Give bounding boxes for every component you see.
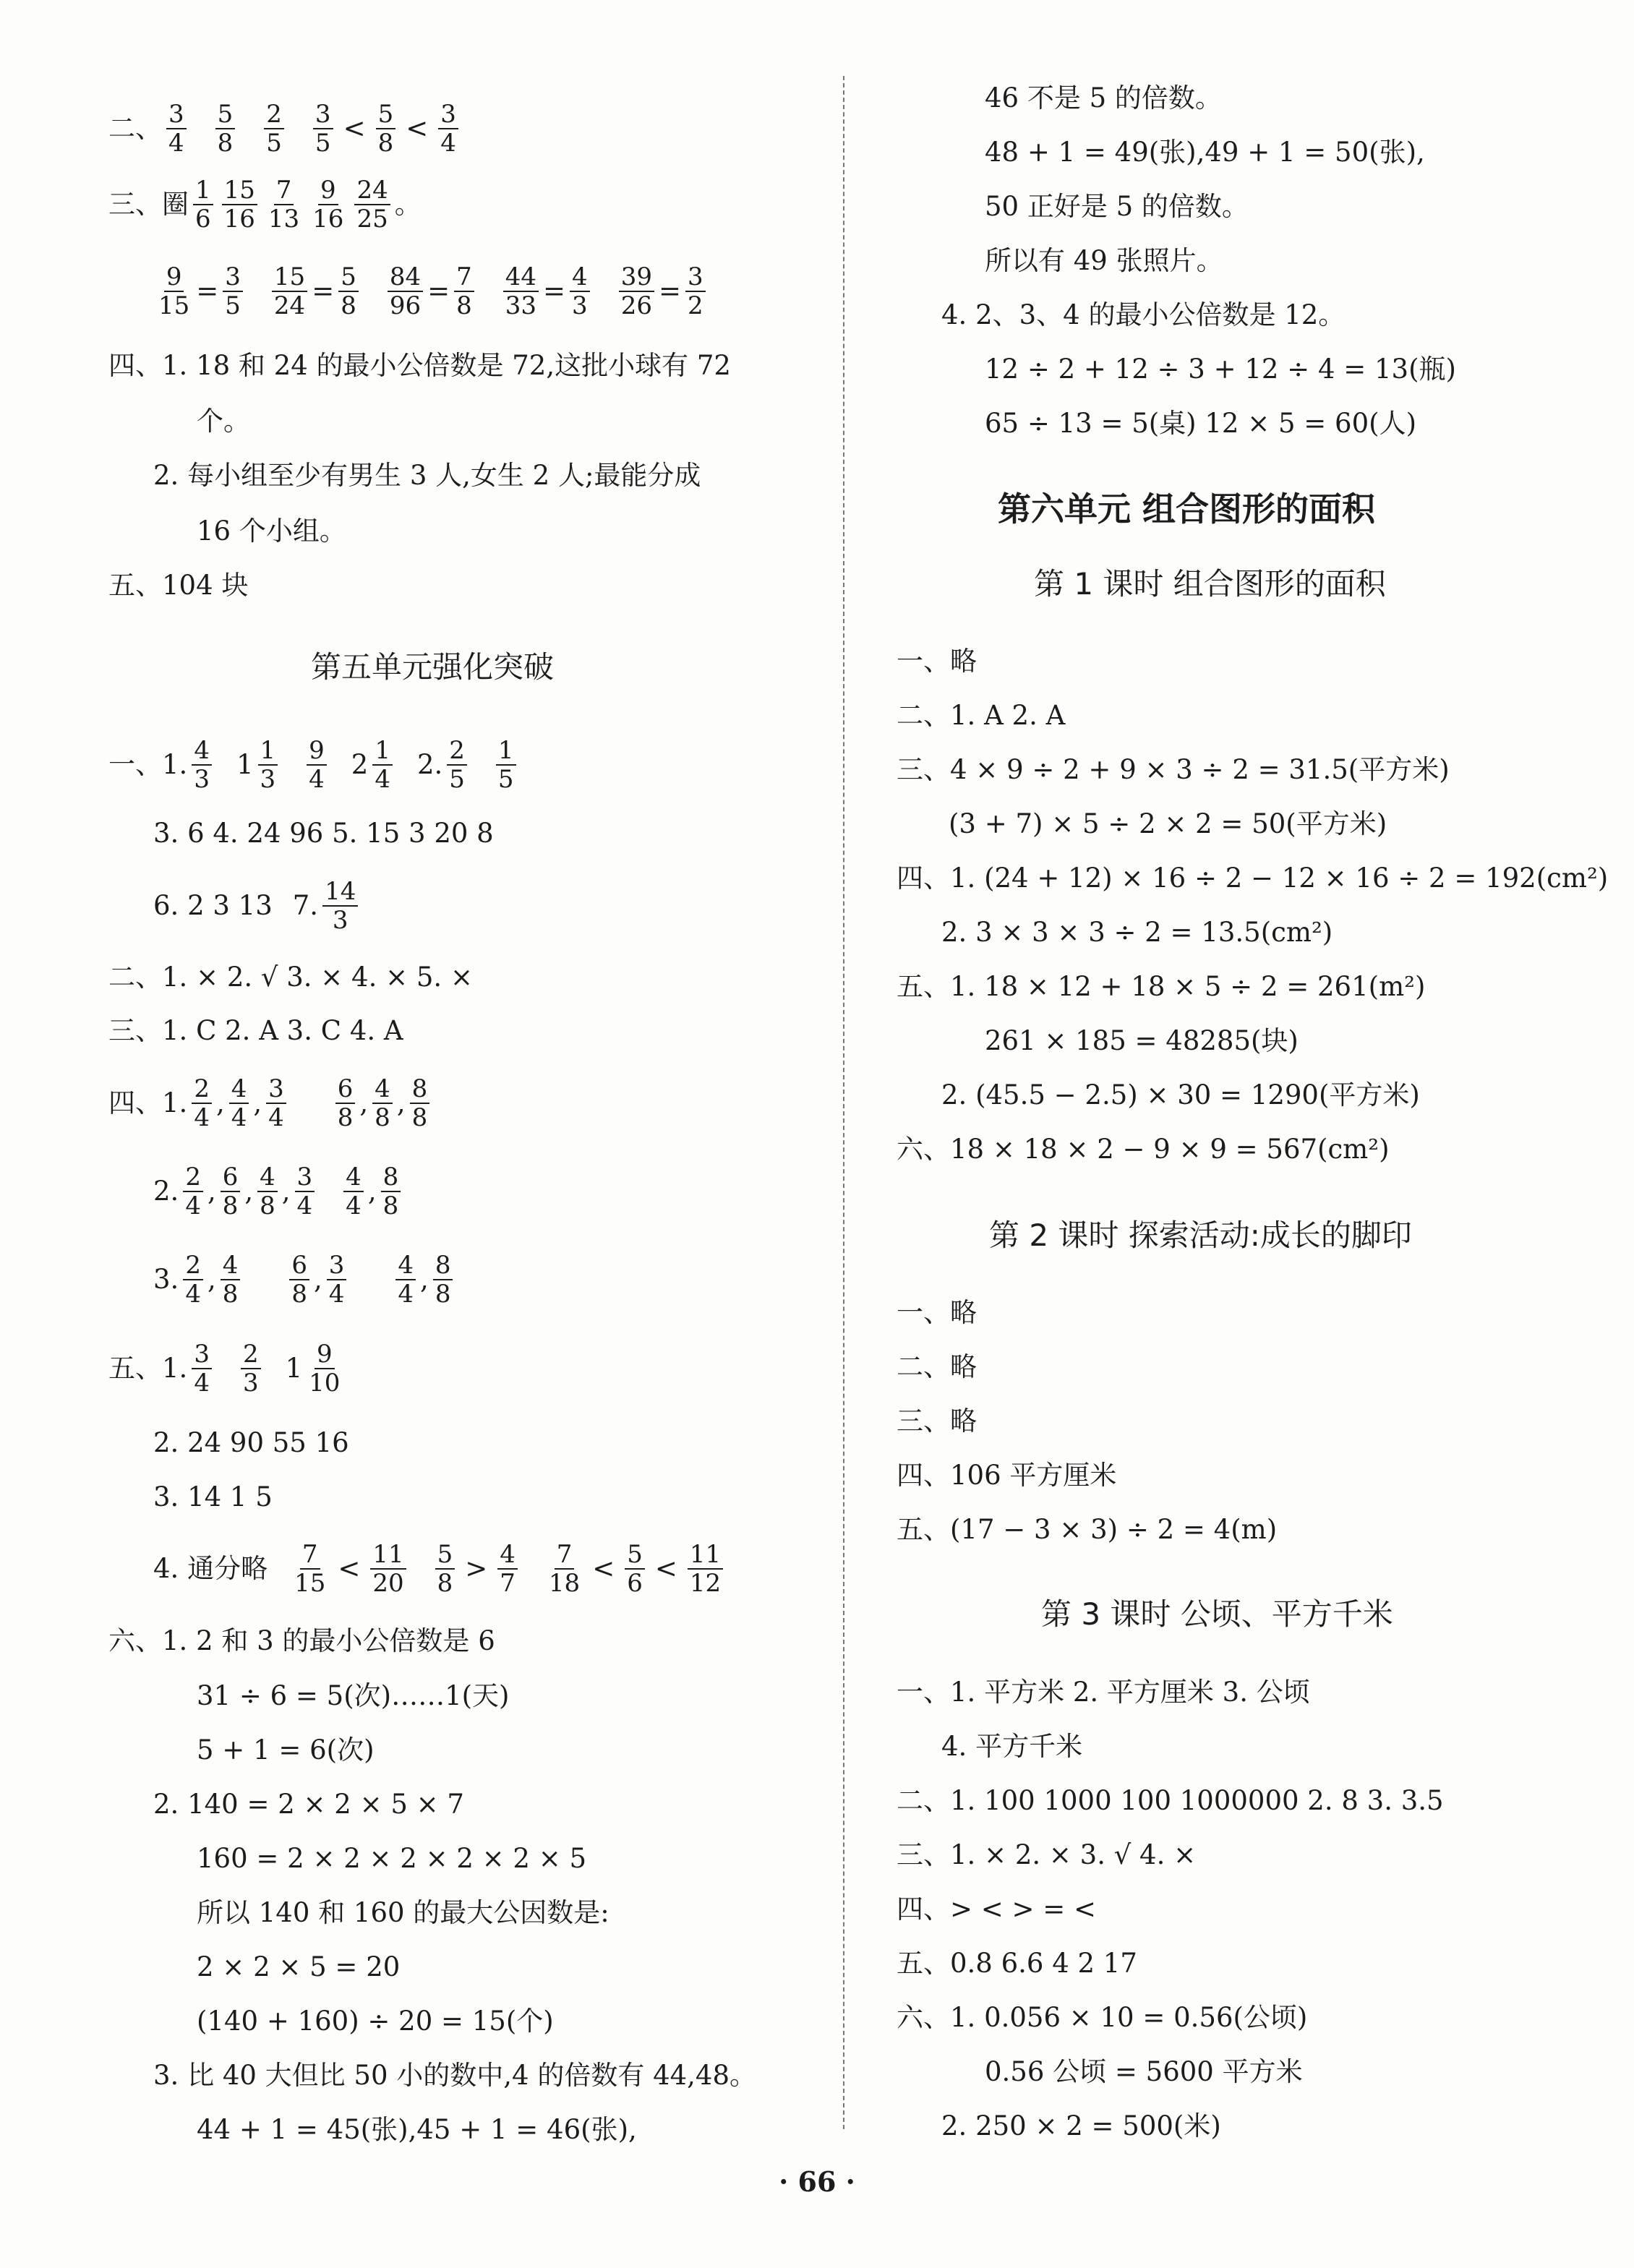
s5-yi-6: 6. 2 3 13 7. $\frac{14}{3}$ [153, 871, 362, 941]
s5-liu-line: 六、1. 2 和 3 的最小公倍数是 6 [108, 1625, 495, 1656]
answer-san-equations: $\frac{9}{15}$ = $\frac{3}{5}$ $\frac{15}{24}$ = $\frac{5}{8}$ $\frac{84}{96}$ = $\frac{7}{8}$ $\frac{44}{33}$ = $\frac{4}{3}$ $\frac{39}{26}$ = $\frac{3}{2}$ [152, 257, 710, 326]
s5-wu-3: 3. 14 1 5 [153, 1481, 273, 1512]
s5-liu-line: (140 + 160) ÷ 20 = 15(个) [197, 2006, 554, 2037]
fraction: $\frac{3}{4}$ [438, 100, 458, 157]
s5-si-2: 2. $\frac{2}{4}$ , $\frac{6}{8}$ , $\frac{4}{8}$ , $\frac{3}{4}$ $\frac{4}{4}$ , $\frac{8}{8}$ [153, 1157, 405, 1226]
s5-liu-line: 2. 140 = 2 × 2 × 5 × 7 [153, 1789, 464, 1820]
answer-si-1: 四、1. 18 和 24 的最小公倍数是 72,这批小球有 72 [108, 350, 731, 381]
s5-yi-3: 3. 6 4. 24 96 5. 15 3 20 8 [153, 818, 494, 849]
fraction: $\frac{3}{5}$ [313, 100, 333, 157]
l1-line: 五、1. 18 × 12 + 18 × 5 ÷ 2 = 261(m²) [897, 971, 1426, 1002]
l1-line: 2. 3 × 3 × 3 ÷ 2 = 13.5(cm²) [941, 917, 1333, 948]
l1-line: 2. (45.5 − 2.5) × 30 = 1290(平方米) [941, 1079, 1420, 1111]
s5-si-3: 3. $\frac{2}{4}$ , $\frac{4}{8}$ $\frac{6}{8}$ , $\frac{3}{4}$ $\frac{4}{4}$ , $\frac{8}{8}$ [153, 1245, 457, 1314]
l2-line: 三、略 [897, 1405, 977, 1437]
s5-si-1: 四、1. $\frac{2}{4}$ , $\frac{4}{4}$ , $\frac{3}{4}$ $\frac{6}{8}$ , $\frac{4}{8}$ , $\frac{8}{8}$ [108, 1069, 434, 1138]
fraction: $\frac{5}{8}$ [376, 100, 396, 157]
section-heading: 第五单元强化突破 [311, 649, 555, 685]
l3-line: 六、1. 0.056 × 10 = 0.56(公顷) [897, 2002, 1308, 2033]
l1-line: (3 + 7) × 5 ÷ 2 × 2 = 50(平方米) [949, 808, 1387, 839]
answer-line: 48 + 1 = 49(张),49 + 1 = 50(张), [985, 137, 1425, 168]
unit-title: 第六单元 组合图形的面积 [998, 489, 1376, 529]
s5-liu-line: 160 = 2 × 2 × 2 × 2 × 2 × 5 [197, 1843, 587, 1874]
l3-line: 三、1. × 2. × 3. √ 4. × [897, 1839, 1197, 1870]
s5-liu-line: 所以 140 和 160 的最大公因数是: [197, 1897, 609, 1928]
lesson-1-title: 第 1 课时 组合图形的面积 [1034, 566, 1386, 602]
answer-er: 二、 $\frac{3}{4}$ $\frac{5}{8}$ $\frac{2}{5}$ $\frac{3}{5}$ < $\frac{5}{8}$ < $\frac{3}{4}$ [108, 94, 463, 163]
fraction: $\frac{1}{6}$ [193, 176, 213, 233]
answer-si-2-cont: 16 个小组。 [197, 515, 346, 547]
fraction: $\frac{5}{8}$ [215, 100, 236, 157]
fraction: $\frac{24}{25}$ [354, 176, 390, 233]
s5-liu-line: 44 + 1 = 45(张),45 + 1 = 46(张), [197, 2114, 637, 2145]
answer-line: 50 正好是 5 的倍数。 [985, 191, 1249, 222]
fraction: $\frac{7}{13}$ [268, 176, 300, 234]
right-column [897, 0, 1620, 2268]
answer-wu: 五、104 块 [108, 570, 249, 601]
l3-line: 五、0.8 6.6 4 2 17 [897, 1948, 1137, 1979]
s5-san: 三、1. C 2. A 3. C 4. A [108, 1015, 403, 1046]
s5-liu-line: 5 + 1 = 6(次) [197, 1734, 375, 1766]
s5-er: 二、1. × 2. √ 3. × 4. × 5. × [108, 962, 473, 993]
fraction: $\frac{3}{4}$ [166, 100, 187, 157]
answer-san: 三、圈 $\frac{1}{6}$ $\frac{15}{16}$ $\frac{7}{13}$ $\frac{9}{16}$ $\frac{24}{25}$ 。 [108, 176, 422, 234]
l1-line: 261 × 185 = 48285(块) [985, 1025, 1299, 1056]
s5-liu-line: 2 × 2 × 5 = 20 [197, 1951, 401, 1982]
left-column [108, 0, 831, 2268]
l2-line: 五、(17 − 3 × 3) ÷ 2 = 4(m) [897, 1514, 1278, 1545]
l1-line: 三、4 × 9 ÷ 2 + 9 × 3 ÷ 2 = 31.5(平方米) [897, 754, 1450, 785]
s5-liu-line: 3. 比 40 大但比 50 小的数中,4 的倍数有 44,48。 [153, 2060, 757, 2091]
answer-si-1-cont: 个。 [197, 406, 250, 437]
l1-line: 四、1. (24 + 12) × 16 ÷ 2 − 12 × 16 ÷ 2 = 192(cm²) [897, 863, 1609, 894]
answer-line: 4. 2、3、4 的最小公倍数是 12。 [941, 299, 1346, 330]
s5-wu-1: 五、1. $\frac{3}{4}$ $\frac{2}{3}$ 1 $\frac{9}{10}$ [108, 1340, 341, 1398]
l3-line: 2. 250 × 2 = 500(米) [941, 2110, 1221, 2141]
l3-line: 四、> < > = < [897, 1893, 1097, 1925]
fraction: $\frac{15}{16}$ [222, 176, 257, 233]
l3-line: 二、1. 100 1000 100 1000000 2. 8 3. 3.5 [897, 1785, 1444, 1816]
l3-line: 0.56 公顷 = 5600 平方米 [985, 2056, 1303, 2087]
l3-line: 4. 平方千米 [941, 1731, 1083, 1762]
l1-line: 六、18 × 18 × 2 − 9 × 9 = 567(cm²) [897, 1134, 1390, 1165]
answer-line: 65 ÷ 13 = 5(桌) 12 × 5 = 60(人) [985, 408, 1417, 439]
page-number: · 66 · [779, 2165, 855, 2198]
fraction: $\frac{9}{16}$ [312, 176, 344, 234]
s5-yi-1: 一、1. $\frac{4}{3}$ 1 $\frac{1}{3}$ $\frac{9}{4}$ 2 $\frac{1}{4}$ 2. $\frac{2}{5}$ $\frac{1}{5}$ [108, 730, 521, 800]
fraction: $\frac{2}{5}$ [264, 100, 284, 157]
lesson-3-title: 第 3 课时 公顷、平方千米 [1041, 1596, 1393, 1632]
l2-line: 二、略 [897, 1351, 977, 1382]
s5-wu-2: 2. 24 90 55 16 [153, 1427, 349, 1458]
lesson-2-title: 第 2 课时 探索活动:成长的脚印 [989, 1218, 1412, 1253]
l1-line: 二、1. A 2. A [897, 700, 1066, 731]
answer-line: 46 不是 5 的倍数。 [985, 82, 1222, 114]
l2-line: 四、106 平方厘米 [897, 1460, 1117, 1491]
answer-si-2: 2. 每小组至少有男生 3 人,女生 2 人;最能分成 [153, 460, 701, 491]
l1-line: 一、略 [897, 646, 977, 677]
answer-line: 12 ÷ 2 + 12 ÷ 3 + 12 ÷ 4 = 13(瓶) [985, 354, 1456, 385]
s5-liu-line: 31 ÷ 6 = 5(次)……1(天) [197, 1680, 510, 1711]
column-divider [843, 76, 844, 2129]
s5-wu-4: 4. 通分略 $\frac{7}{15}$ < $\frac{11}{20}$ $\frac{5}{8}$ > $\frac{4}{7}$ $\frac{7}{18}$ < $\frac{5}{6}$ < $\frac{11}{12}$ [153, 1534, 727, 1604]
l3-line: 一、1. 平方米 2. 平方厘米 3. 公顷 [897, 1677, 1310, 1708]
answer-line: 所以有 49 张照片。 [985, 245, 1223, 276]
l2-line: 一、略 [897, 1297, 977, 1328]
